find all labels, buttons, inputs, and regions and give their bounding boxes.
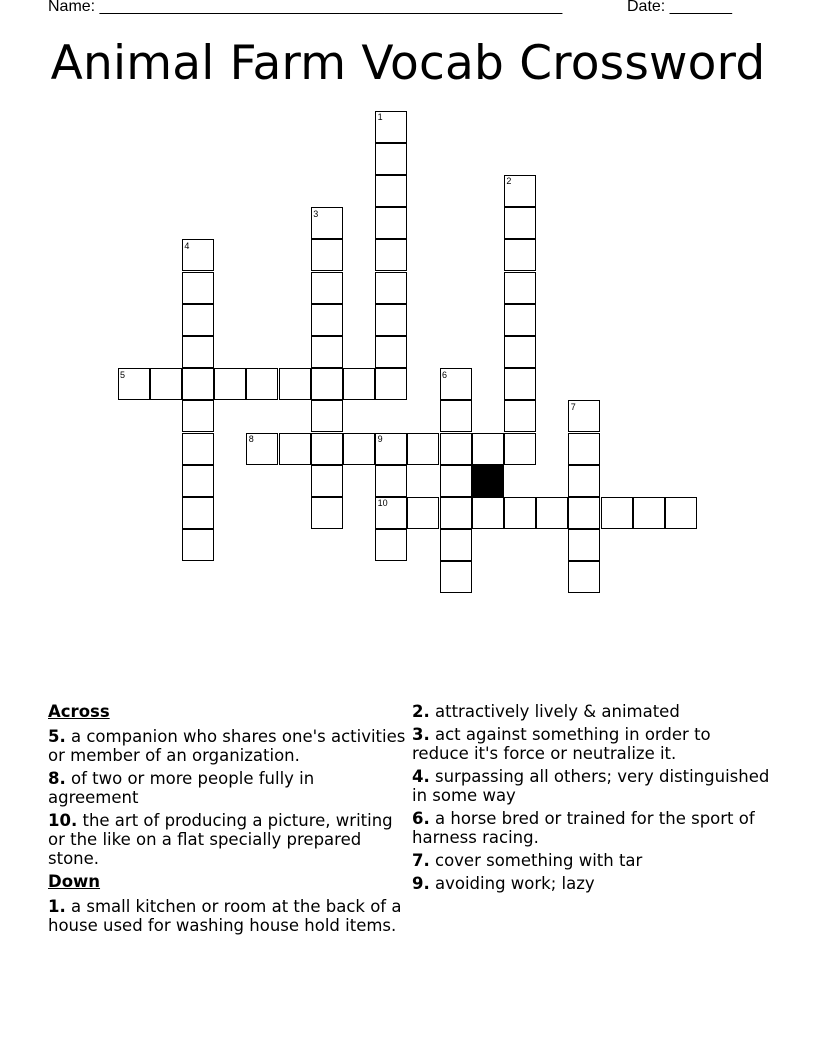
crossword-cell[interactable]: [375, 207, 407, 239]
crossword-cell[interactable]: [504, 368, 536, 400]
clue-text: a horse bred or trained for the sport of harness racing.: [412, 809, 755, 847]
crossword-cell[interactable]: [440, 433, 472, 465]
crossword-cell[interactable]: [504, 400, 536, 432]
clue-section-heading: Across: [48, 702, 110, 721]
crossword-cell[interactable]: [375, 336, 407, 368]
crossword-cell[interactable]: [375, 175, 407, 207]
crossword-clue-number: 2: [506, 176, 512, 187]
crossword-cell[interactable]: [375, 368, 407, 400]
clue-item: [412, 702, 772, 721]
clue-item: [412, 874, 772, 893]
crossword-clue-number: 1: [377, 112, 383, 122]
crossword-cell[interactable]: [440, 497, 472, 529]
clue-text: a small kitchen or room at the back of a house used for washing house hold items.: [48, 897, 402, 935]
clue-text: cover something with tar: [435, 851, 643, 870]
crossword-cell[interactable]: [311, 465, 343, 497]
crossword-cell[interactable]: [440, 465, 472, 497]
clue-item: [48, 727, 408, 765]
clue-text: the art of producing a picture, writing or the like on a flat specially prepared stone.: [48, 811, 393, 868]
clue-item: [412, 725, 772, 763]
crossword-cell[interactable]: [568, 465, 600, 497]
crossword-cell[interactable]: [568, 561, 600, 593]
crossword-cell[interactable]: [182, 433, 214, 465]
clue-section-heading: Down: [48, 872, 101, 891]
crossword-cell[interactable]: [375, 529, 407, 561]
crossword-cell[interactable]: [375, 272, 407, 304]
crossword-cell[interactable]: [182, 336, 214, 368]
clue-item: [48, 897, 408, 935]
page-title: Animal Farm Vocab Crossword: [50, 36, 766, 91]
crossword-clue-number: 6: [442, 369, 448, 380]
crossword-cell[interactable]: [311, 304, 343, 336]
crossword-cell[interactable]: [311, 497, 343, 529]
crossword-cell[interactable]: [504, 497, 536, 529]
crossword-cell[interactable]: [504, 239, 536, 271]
clue-number: 2.: [412, 702, 430, 721]
crossword-cell[interactable]: [504, 433, 536, 465]
clue-item: [48, 769, 408, 807]
crossword-cell[interactable]: [311, 400, 343, 432]
crossword-cell[interactable]: [568, 497, 600, 529]
clue-number: 4.: [412, 767, 430, 786]
clues-right-column: [412, 702, 772, 897]
clue-number: 8.: [48, 769, 66, 788]
clues-left-column: [48, 702, 408, 939]
crossword-clue-number: 8: [248, 434, 254, 444]
crossword-cell[interactable]: [375, 304, 407, 336]
crossword-clue-number: 7: [570, 401, 576, 412]
clue-item: [412, 851, 772, 870]
crossword-cell[interactable]: [279, 368, 311, 400]
crossword-cell[interactable]: [311, 433, 343, 465]
crossword-clue-number: 5: [120, 369, 126, 380]
clue-number: 5.: [48, 727, 66, 746]
clue-number: 3.: [412, 725, 430, 744]
crossword-cell[interactable]: [343, 368, 375, 400]
crossword-cell[interactable]: [182, 465, 214, 497]
crossword-cell[interactable]: [311, 272, 343, 304]
clue-text: of two or more people fully in agreement: [48, 769, 315, 807]
crossword-cell[interactable]: [504, 272, 536, 304]
crossword-cell[interactable]: [311, 368, 343, 400]
crossword-cell[interactable]: [665, 497, 697, 529]
crossword-clue-number: 4: [184, 240, 190, 251]
crossword-cell[interactable]: [375, 239, 407, 271]
crossword-cell[interactable]: [182, 529, 214, 561]
crossword-cell[interactable]: [504, 304, 536, 336]
crossword-cell[interactable]: [182, 272, 214, 304]
crossword-cell[interactable]: [375, 465, 407, 497]
crossword-cell[interactable]: [343, 433, 375, 465]
clue-number: 7.: [412, 851, 430, 870]
crossword-black-cell: [472, 465, 504, 497]
crossword-cell[interactable]: [440, 529, 472, 561]
crossword-cell[interactable]: [440, 400, 472, 432]
crossword-clue-number: 10: [377, 498, 388, 509]
name-field-label: Name: ____________________________________________________: [48, 0, 563, 15]
crossword-cell[interactable]: [568, 433, 600, 465]
clue-number: 1.: [48, 897, 66, 916]
crossword-cell[interactable]: [311, 336, 343, 368]
crossword-cell[interactable]: [182, 400, 214, 432]
clue-item: [48, 811, 408, 868]
date-field-label: Date: _______: [627, 0, 732, 15]
crossword-cell[interactable]: [472, 433, 504, 465]
crossword-cell[interactable]: [246, 368, 278, 400]
crossword-cell[interactable]: [601, 497, 633, 529]
crossword-cell[interactable]: [633, 497, 665, 529]
crossword-cell[interactable]: [407, 433, 439, 465]
crossword-cell[interactable]: [504, 336, 536, 368]
clue-number: 9.: [412, 874, 430, 893]
crossword-cell[interactable]: [504, 207, 536, 239]
crossword-cell[interactable]: [214, 368, 246, 400]
clue-text: attractively lively & animated: [435, 702, 680, 721]
crossword-clue-number: 9: [377, 434, 383, 444]
crossword-cell[interactable]: [182, 497, 214, 529]
clue-number: 6.: [412, 809, 430, 828]
crossword-cell[interactable]: [407, 497, 439, 529]
crossword-cell[interactable]: [440, 561, 472, 593]
clue-text: a companion who shares one's activities or member of an organization.: [48, 727, 406, 765]
clue-item: [412, 767, 772, 805]
crossword-cell[interactable]: [279, 433, 311, 465]
clue-number: 10.: [48, 811, 78, 830]
crossword-cell[interactable]: [150, 368, 182, 400]
crossword-cell[interactable]: [536, 497, 568, 529]
crossword-cell[interactable]: [182, 304, 214, 336]
clue-text: act against something in order to reduce it's force or neutralize it.: [412, 725, 711, 763]
crossword-cell[interactable]: [182, 368, 214, 400]
clue-text: avoiding work; lazy: [435, 874, 595, 893]
clue-item: [412, 809, 772, 847]
clue-text: surpassing all others; very distinguished in some way: [412, 767, 770, 805]
crossword-clue-number: 3: [313, 208, 319, 219]
crossword-cell[interactable]: [375, 143, 407, 175]
crossword-cell[interactable]: [472, 497, 504, 529]
crossword-cell[interactable]: [311, 239, 343, 271]
crossword-cell[interactable]: [568, 529, 600, 561]
